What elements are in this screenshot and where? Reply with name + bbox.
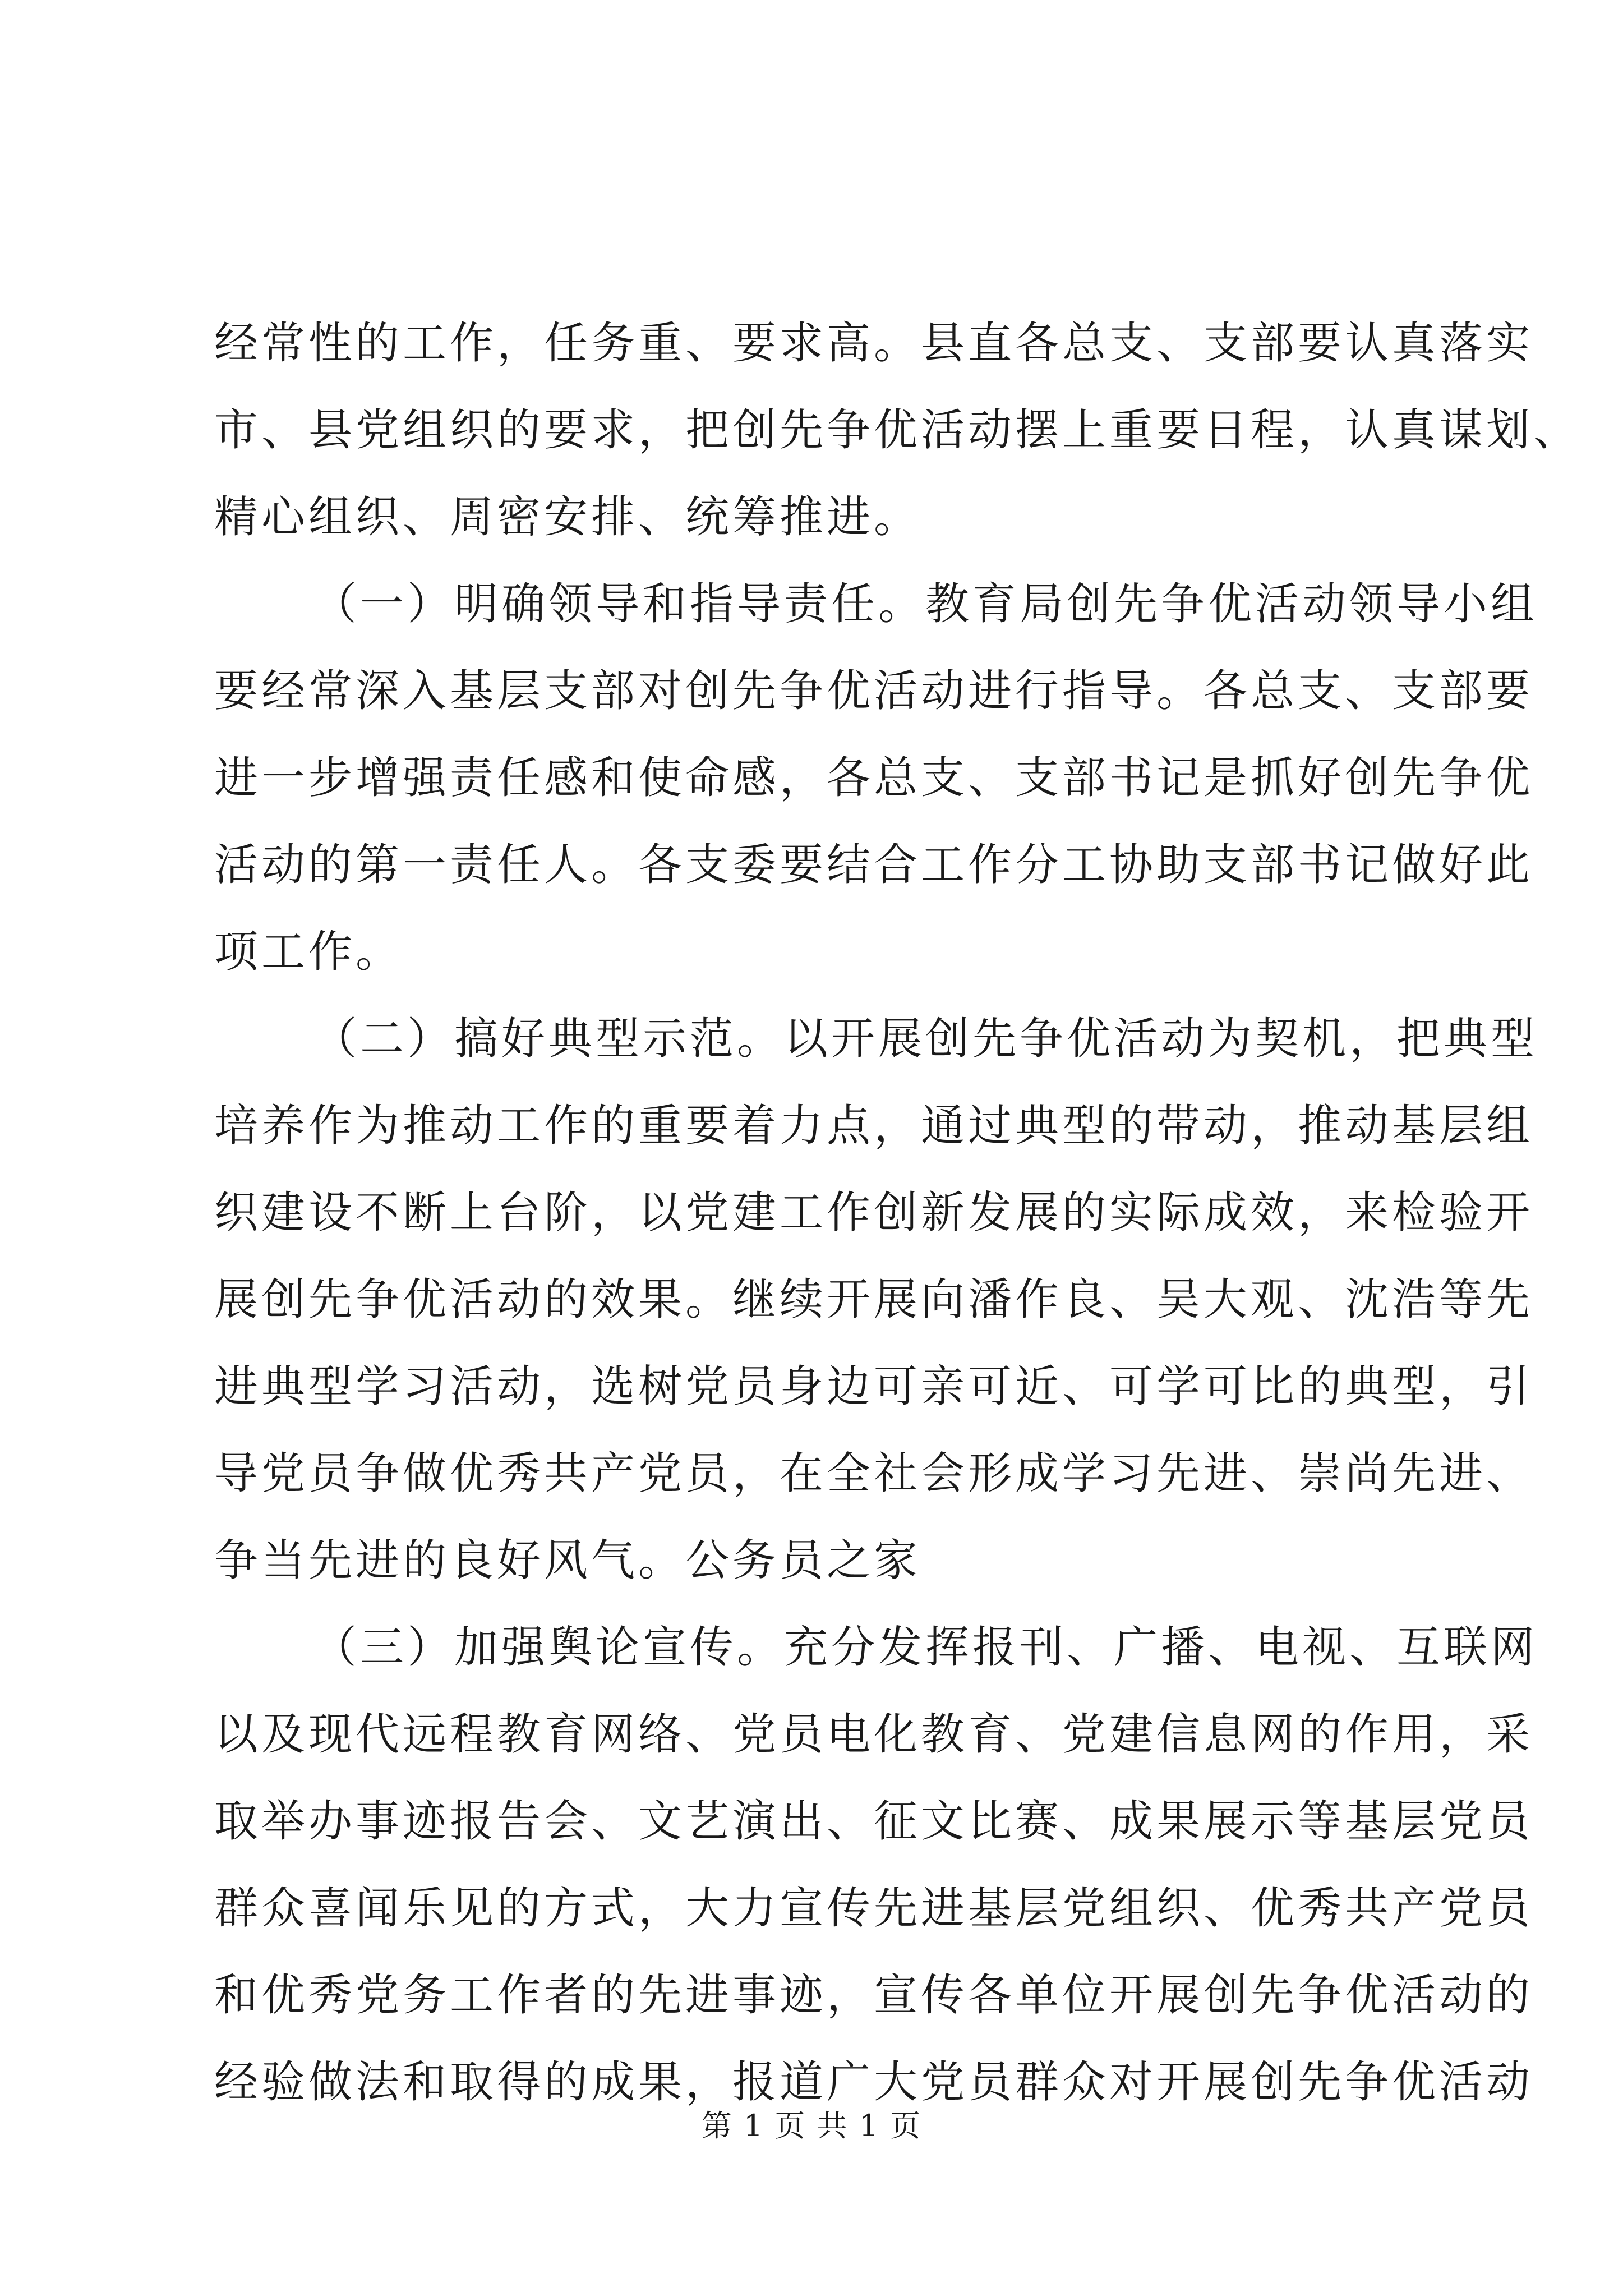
- section-heading-line: （一）明确领导和指导责任。教育局创先争优活动领导小组: [313, 579, 1538, 629]
- text-line: 争当先进的良好风气。公务员之家: [214, 1535, 921, 1586]
- text-line: 进一步增强责任感和使命感，各总支、支部书记是抓好创先争优: [214, 753, 1534, 803]
- document-body: [214, 300, 1581, 2126]
- text-line: 项工作。: [214, 927, 403, 977]
- text-line: 展创先争优活动的效果。继续开展向潘作良、吴大观、沈浩等先: [214, 1274, 1534, 1325]
- text-line: 进典型学习活动，选树党员身边可亲可近、可学可比的典型，引: [214, 1361, 1534, 1412]
- text-line: 精心组织、周密安排、统筹推进。: [214, 492, 921, 542]
- text-line: 群众喜闻乐见的方式，大力宣传先进基层党组织、优秀共产党员: [214, 1883, 1534, 1934]
- text-line: 取举办事迹报告会、文艺演出、征文比赛、成果展示等基层党员: [214, 1796, 1534, 1847]
- text-line: 要经常深入基层支部对创先争优活动进行指导。各总支、支部要: [214, 666, 1534, 716]
- text-line: 经验做法和取得的成果，报道广大党员群众对开展创先争优活动: [214, 2057, 1534, 2108]
- text-line: 市、县党组织的要求，把创先争优活动摆上重要日程，认真谋划、: [214, 405, 1581, 455]
- section-heading-line: （三）加强舆论宣传。充分发挥报刊、广播、电视、互联网: [313, 1622, 1538, 1673]
- text-line: 培养作为推动工作的重要着力点，通过典型的带动，推动基层组: [214, 1101, 1534, 1151]
- text-line: 经常性的工作，任务重、要求高。县直各总支、支部要认真落实: [214, 318, 1534, 369]
- page-number-footer: 第 1 页 共 1 页: [701, 2108, 922, 2143]
- text-line: 织建设不断上台阶，以党建工作创新发展的实际成效，来检验开: [214, 1188, 1534, 1238]
- text-line: 导党员争做优秀共产党员，在全社会形成学习先进、崇尚先进、: [214, 1448, 1534, 1499]
- section-heading-line: （二）搞好典型示范。以开展创先争优活动为契机，把典型: [313, 1014, 1538, 1064]
- text-line: 和优秀党务工作者的先进事迹，宣传各单位开展创先争优活动的: [214, 1970, 1534, 2021]
- text-line: 以及现代远程教育网络、党员电化教育、党建信息网的作用，采: [214, 1709, 1534, 1760]
- text-line: 活动的第一责任人。各支委要结合工作分工协助支部书记做好此: [214, 840, 1534, 890]
